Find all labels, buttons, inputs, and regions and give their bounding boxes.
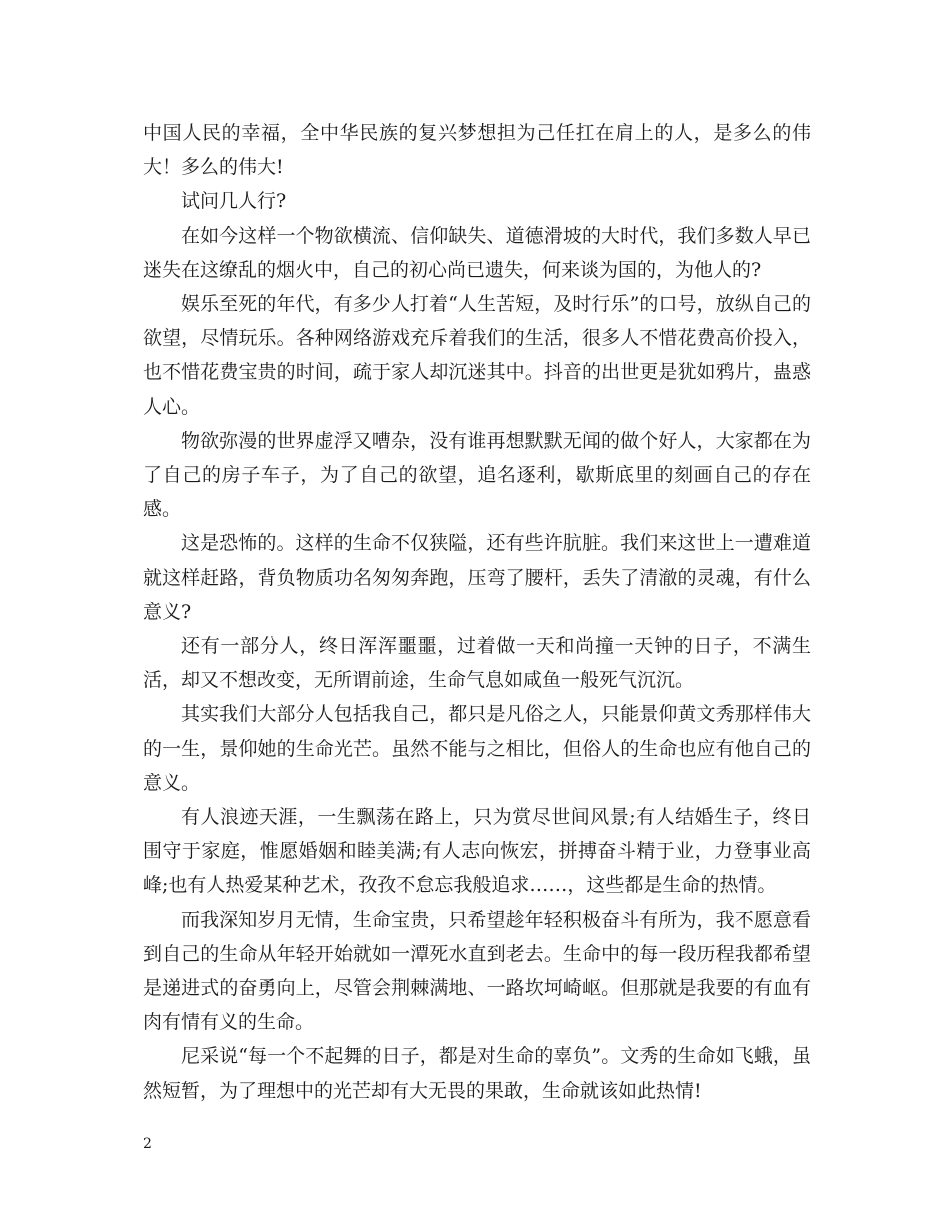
paragraph: 中国人民的幸福，全中华民族的复兴梦想担为己任扛在肩上的人，是多么的伟大！多么的伟大! xyxy=(143,122,811,179)
paragraph: 娱乐至死的年代，有多少人打着“人生苦短，及时行乐”的口号，放纵自己的欲望，尽情玩乐。各种网络游戏充斥着我们的生活，很多人不惜花费高价投入，也不惜花费宝贵的时间，疏于家人却沉迷其中。抖音的出世更是犹如鸦片，蛊惑人心。 xyxy=(143,293,811,418)
page-number: 2 xyxy=(143,1136,152,1152)
paragraph: 有人浪迹天涯，一生飘荡在路上，只为赏尽世间风景;有人结婚生子，终日围守于家庭，惟愿婚姻和睦美满;有人志向恢宏，拼搏奋斗精于业，力登事业高峰;也有人热爱某种艺术，孜孜不怠忘我般追求……，这些都是生命的热情。 xyxy=(143,806,811,897)
paragraph: 尼采说“每一个不起舞的日子，都是对生命的辜负”。文秀的生命如飞蛾，虽然短暂，为了理想中的光芒却有大无畏的果敢，生命就该如此热情! xyxy=(143,1045,811,1102)
paragraph: 物欲弥漫的世界虚浮又嘈杂，没有谁再想默默无闻的做个好人，大家都在为了自己的房子车子，为了自己的欲望，追名逐利，歇斯底里的刻画自己的存在感。 xyxy=(143,429,811,521)
paragraph: 其实我们大部分人包括我自己，都只是凡俗之人，只能景仰黄文秀那样伟大的一生，景仰她的生命光芒。虽然不能与之相比，但俗人的生命也应有他自己的意义。 xyxy=(143,703,811,794)
paragraph: 这是恐怖的。这样的生命不仅狭隘，还有些许肮脏。我们来这世上一遭难道就这样赶路，背负物质功名匆匆奔跑，压弯了腰杆，丢失了清澈的灵魂，有什么意义? xyxy=(143,532,811,623)
paragraph: 还有一部分人，终日浑浑噩噩，过着做一天和尚撞一天钟的日子，不满生活，却又不想改变，无所谓前途，生命气息如咸鱼一般死气沉沉。 xyxy=(143,635,811,692)
paragraph: 而我深知岁月无情，生命宝贵，只希望趁年轻积极奋斗有所为，我不愿意看到自己的生命从年轻开始就如一潭死水直到老去。生命中的每一段历程我都希望是递进式的奋勇向上，尽管会荆棘满地、一路坎坷崎岖。但那就是我要的有血有肉有情有义的生命。 xyxy=(143,908,811,1034)
document-body xyxy=(143,116,811,1108)
paragraph: 试问几人行? xyxy=(181,190,287,213)
paragraph: 在如今这样一个物欲横流、信仰缺失、道德滑坡的大时代，我们多数人早已迷失在这缭乱的烟火中，自己的初心尚已遗失，何来谈为国的，为他人的? xyxy=(143,224,811,281)
